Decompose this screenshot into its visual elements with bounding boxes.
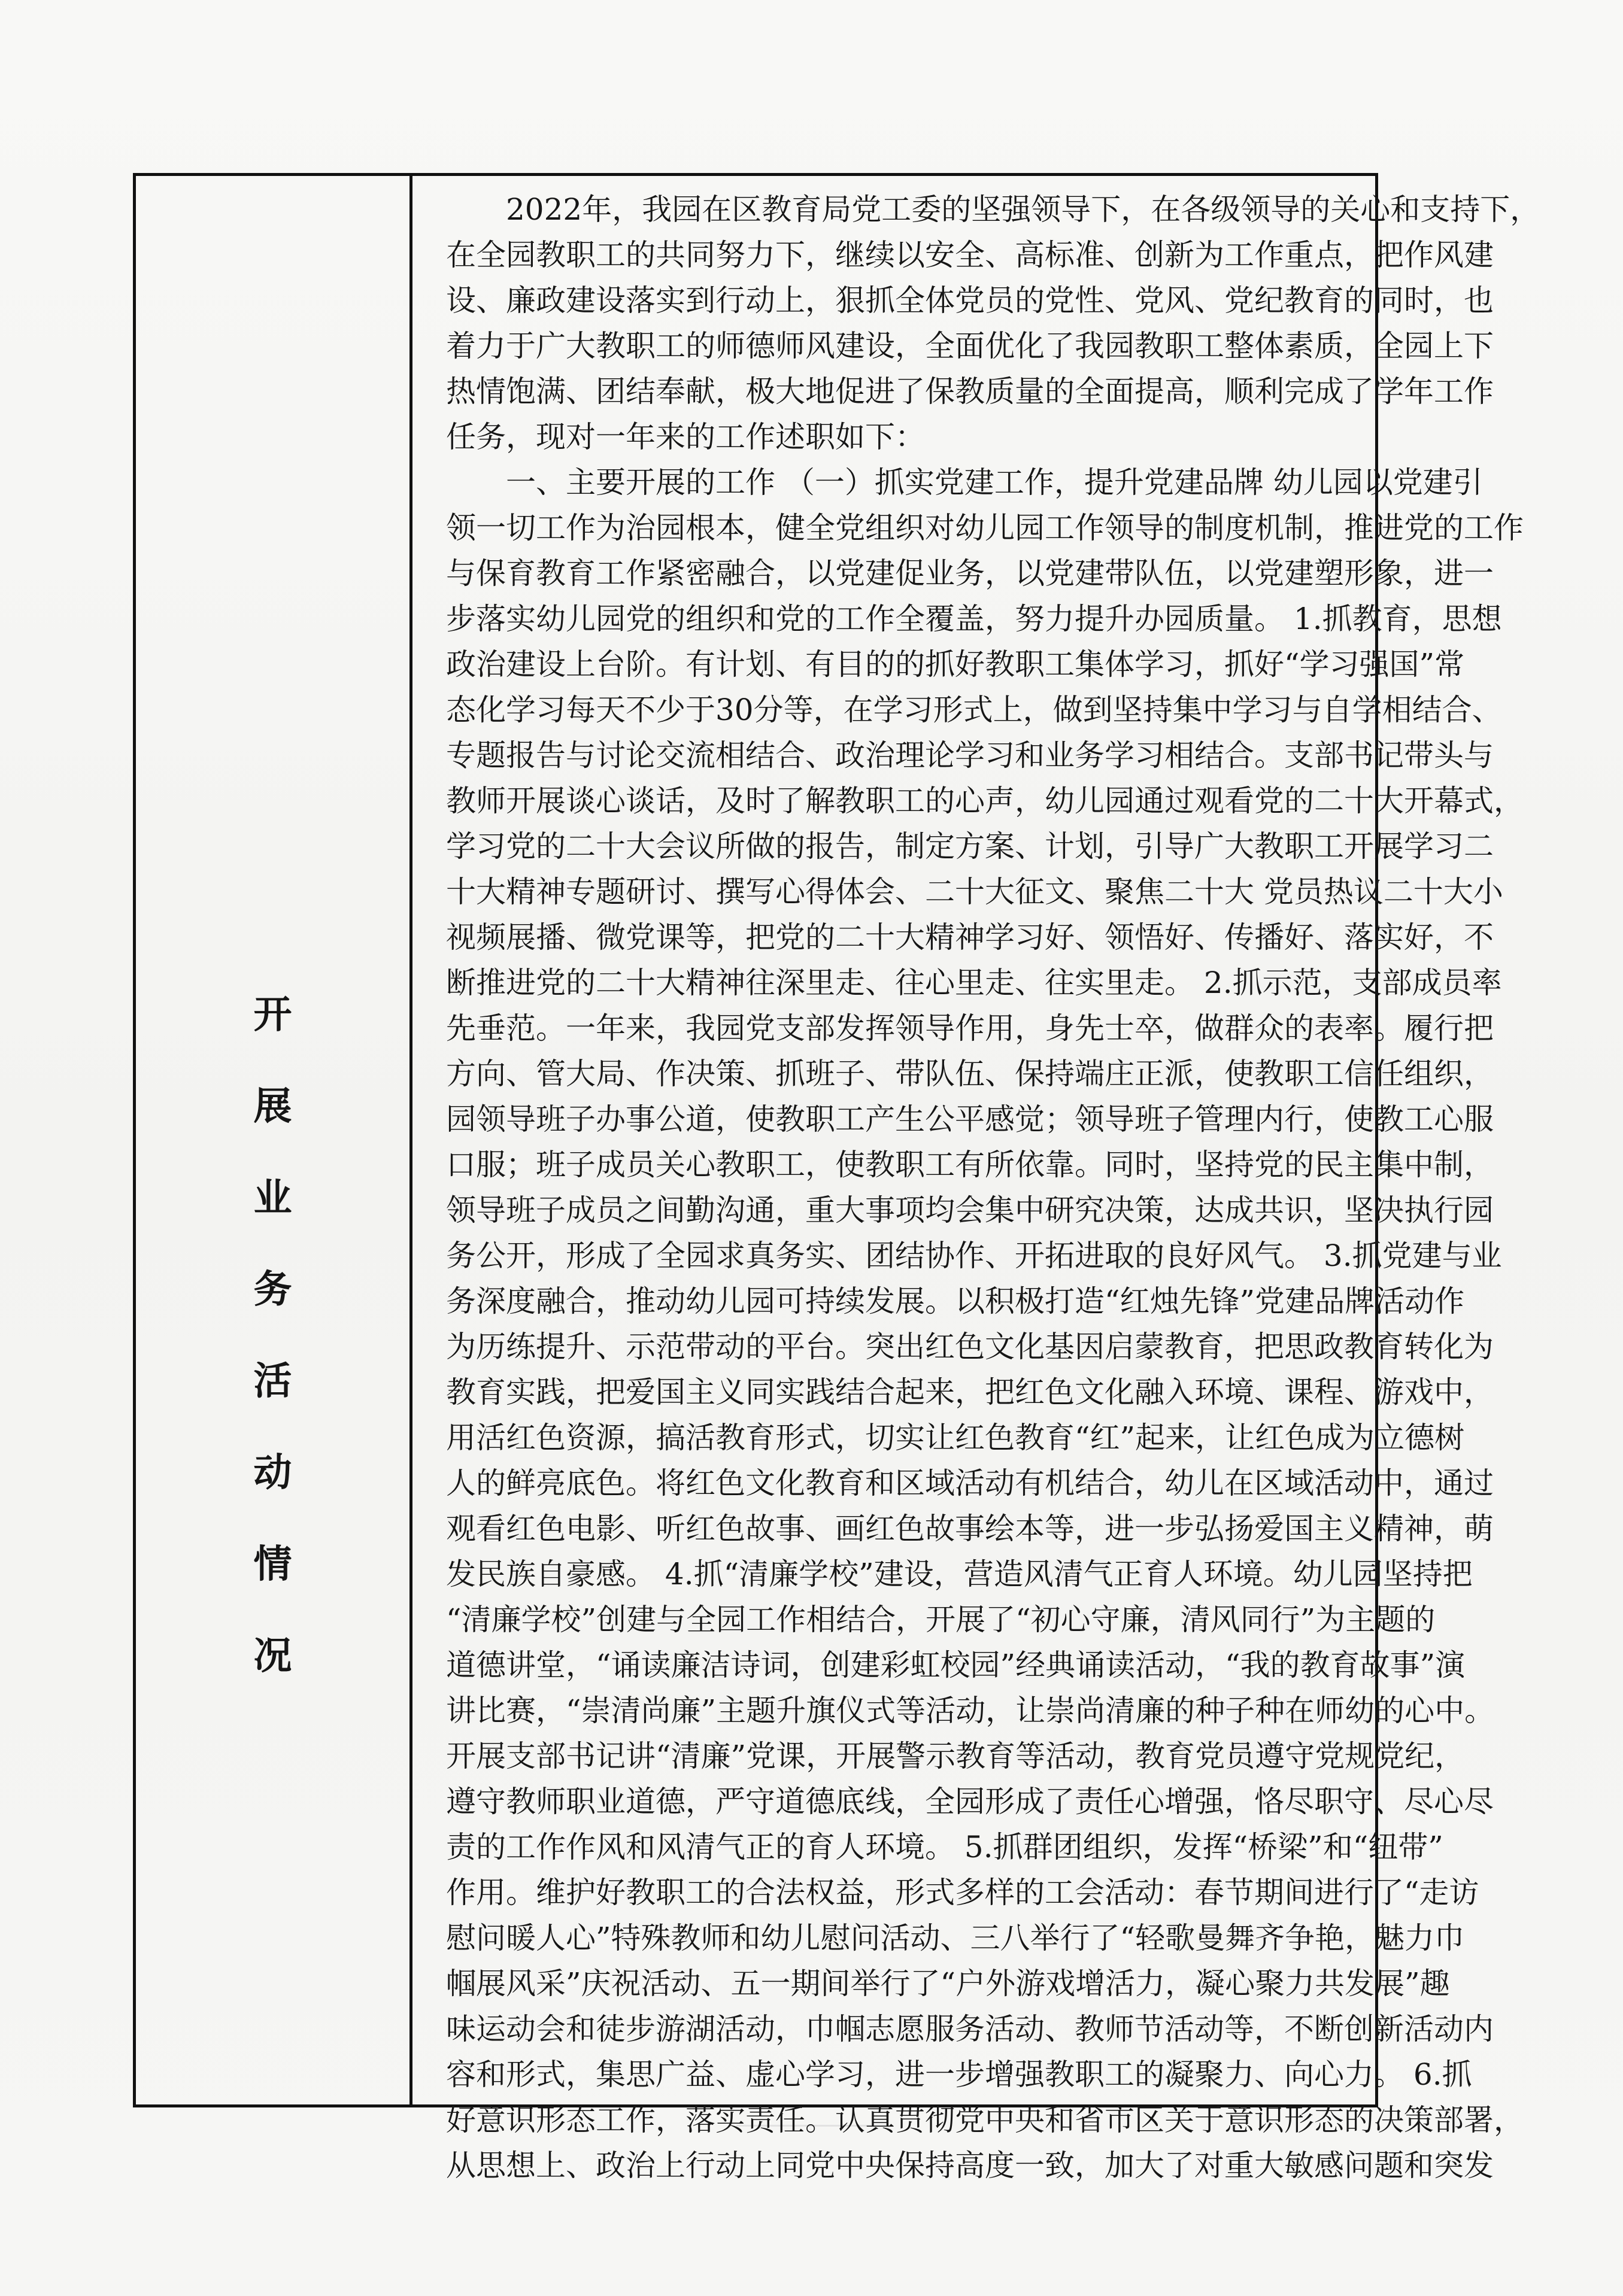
form-table xyxy=(133,173,1540,2183)
text-line: 务深度融合，推动幼儿园可持续发展。以积极打造“红烛先锋”党建品牌活动作 xyxy=(446,1284,1465,1319)
label-char: 开 xyxy=(253,993,292,1037)
label-char: 务 xyxy=(253,1268,292,1312)
text-line: 态化学习每天不少于30分等，在学习形式上，做到坚持集中学习与自学相结合、 xyxy=(446,693,1502,727)
label-char: 展 xyxy=(253,1085,292,1129)
text-line: 教师开展谈心谈话，及时了解教职工的心声，幼儿园通过观看党的二十大开幕式， xyxy=(446,783,1524,818)
text-line: 领导班子成员之间勤沟通，重大事项均会集中研究决策，达成共识，坚决执行园 xyxy=(446,1193,1494,1228)
text-line: 断推进党的二十大精神往深里走、往心里走、往实里走。 2.抓示范，支部成员率 xyxy=(446,965,1502,1000)
text-line: “清廉学校”创建与全园工作相结合，开展了“初心守廉，清风同行”为主题的 xyxy=(446,1602,1436,1637)
label-char: 动 xyxy=(253,1451,292,1495)
text-line: 道德讲堂，“诵读廉洁诗词，创建彩虹校园”经典诵读活动，“我的教育故事”演 xyxy=(446,1648,1466,1682)
text-line: 教育实践，把爱国主义同实践结合起来，把红色文化融入环境、课程、游戏中， xyxy=(446,1375,1494,1410)
text-line: 为历练提升、示范带动的平台。突出红色文化基因启蒙教育，把思政教育转化为 xyxy=(446,1329,1494,1364)
text-line: 讲比赛，“崇清尚廉”主题升旗仪式等活动，让崇尚清廉的种子种在师幼的心中。 xyxy=(446,1693,1495,1728)
text-line: 务公开，形成了全园求真务实、团结协作、开拓进取的良好风气。 3.抓党建与业 xyxy=(446,1238,1502,1273)
text-line: 先垂范。一年来，我园党支部发挥领导作用，身先士卒，做群众的表率。履行把 xyxy=(446,1011,1494,1046)
text-line: 遵守教师职业道德，严守道德底线，全园形成了责任心增强，恪尽职守、尽心尽 xyxy=(446,1784,1494,1819)
text-line: 2022年，我园在区教育局党工委的坚强领导下，在各级领导的关心和支持下， xyxy=(506,192,1540,227)
text-line: 口服；班子成员关心教职工，使教职工有所依靠。同时，坚持党的民主集中制， xyxy=(446,1147,1494,1182)
text-line: 设、廉政建设落实到行动上，狠抓全体党员的党性、党风、党纪教育的同时，也 xyxy=(446,283,1494,318)
text-line: 领一切工作为治园根本，健全党组织对幼儿园工作领导的制度机制，推进党的工作 xyxy=(446,511,1524,545)
text-line: 着力于广大教职工的师德师风建设，全面优化了我园教职工整体素质，全园上下 xyxy=(446,329,1494,363)
content-cell xyxy=(412,176,1540,2183)
text-line: 视频展播、微党课等，把党的二十大精神学习好、领悟好、传播好、落实好，不 xyxy=(446,920,1494,955)
text-line: 发民族自豪感。 4.抓“清廉学校”建设，营造风清气正育人环境。幼儿园坚持把 xyxy=(446,1557,1473,1592)
text-line: 观看红色电影、听红色故事、画红色故事绘本等，进一步弘扬爱国主义精神，萌 xyxy=(446,1511,1494,1546)
text-line: 开展支部书记讲“清廉”党课，开展警示教育等活动，教育党员遵守党规党纪， xyxy=(446,1739,1465,1773)
text-line: 十大精神专题研讨、撰写心得体会、二十大征文、聚焦二十大 党员热议二十大小 xyxy=(446,874,1503,909)
label-char: 活 xyxy=(253,1359,292,1404)
text-line: 容和形式，集思广益、虚心学习，进一步增强教职工的凝聚力、向心力。 6.抓 xyxy=(446,2057,1472,2092)
text-line: 步落实幼儿园党的组织和党的工作全覆盖，努力提升办园质量。 1.抓教育，思想 xyxy=(446,602,1502,636)
text-line: 专题报告与讨论交流相结合、政治理论学习和业务学习相结合。支部书记带头与 xyxy=(446,738,1494,773)
text-line: 方向、管大局、作决策、抓班子、带队伍、保持端庄正派，使教职工信任组织， xyxy=(446,1056,1494,1091)
activity-report-text xyxy=(446,187,1586,2188)
text-line: 任务，现对一年来的工作述职如下： xyxy=(446,420,925,454)
text-line: 园领导班子办事公道，使教职工产生公平感觉；领导班子管理内行，使教工心服 xyxy=(446,1102,1494,1137)
label-char: 况 xyxy=(253,1634,292,1678)
text-line: 人的鲜亮底色。将红色文化教育和区域活动有机结合，幼儿在区域活动中，通过 xyxy=(446,1466,1494,1501)
text-line: 味运动会和徒步游湖活动，巾帼志愿服务活动、教师节活动等，不断创新活动内 xyxy=(446,2012,1494,2046)
text-line: 热情饱满、团结奉献，极大地促进了保教质量的全面提高，顺利完成了学年工作 xyxy=(446,374,1494,409)
text-line: 作用。维护好教职工的合法权益，形式多样的工会活动：春节期间进行了“走访 xyxy=(446,1875,1479,1910)
text-line: 用活红色资源，搞活教育形式，切实让红色教育“红”起来，让红色成为立德树 xyxy=(446,1420,1465,1455)
label-char: 情 xyxy=(253,1542,292,1587)
text-line: 与保育教育工作紧密融合，以党建促业务，以党建带队伍，以党建塑形象，进一 xyxy=(446,556,1494,591)
label-cell xyxy=(136,176,412,2104)
row-label xyxy=(136,993,409,1729)
text-line: 政治建设上台阶。有计划、有目的的抓好教职工集体学习，抓好“学习强国”常 xyxy=(446,647,1465,682)
text-line: 帼展风采”庆祝活动、五一期间举行了“户外游戏增活力，凝心聚力共发展”趣 xyxy=(446,1966,1450,2001)
text-line: 在全园教职工的共同努力下，继续以安全、高标准、创新为工作重点，把作风建 xyxy=(446,238,1494,272)
text-line: 从思想上、政治上行动上同党中央保持高度一致，加大了对重大敏感问题和突发 xyxy=(446,2148,1494,2183)
label-char: 业 xyxy=(253,1176,292,1220)
text-line: 一、主要开展的工作 （一）抓实党建工作，提升党建品牌 幼儿园以党建引 xyxy=(506,465,1483,500)
text-line: 学习党的二十大会议所做的报告，制定方案、计划，引导广大教职工开展学习二 xyxy=(446,829,1494,864)
text-line: 慰问暖人心”特殊教师和幼儿慰问活动、三八举行了“轻歌曼舞齐争艳，魅力巾 xyxy=(446,1921,1465,1955)
text-line: 责的工作作风和风清气正的育人环境。 5.抓群团组织，发挥“桥梁”和“纽带” xyxy=(446,1830,1443,1864)
text-line: 好意识形态工作，落实责任。认真贯彻党中央和省市区关于意识形态的决策部署， xyxy=(446,2103,1524,2137)
